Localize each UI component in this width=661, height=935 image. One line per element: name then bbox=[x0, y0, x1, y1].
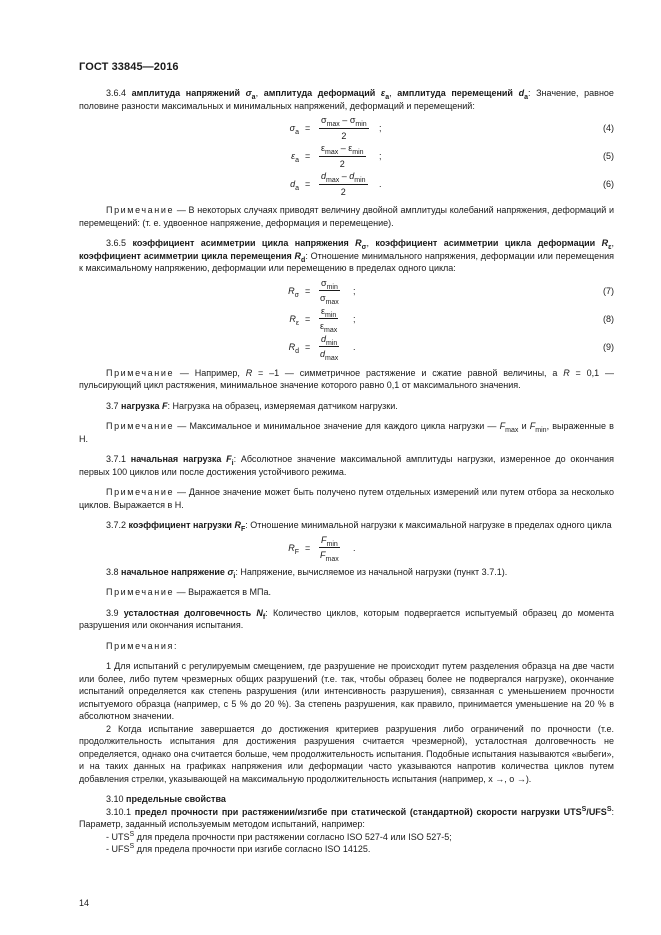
note-5: Примечание — Выражается в МПа. bbox=[106, 587, 271, 597]
section-3-7-2: 3.7.2 коэффициент нагрузки $R_F$: Отношение минимальной нагрузки к максимальной нагрузке в пределах одного цикла bbox=[106, 520, 612, 533]
note-4: Примечание — Данное значение может быть получено путем отдельных измерений или путем отбора за несколько циклов. Выражается в Н. bbox=[79, 487, 614, 510]
formula-9: $R_d$ = $d_{min}$ $d_{max}$ . (9) bbox=[288, 333, 614, 362]
list-item: - $UTS^S$ для предела прочности при растяжении согласно ISO 527-4 или ISO 527-5; bbox=[106, 830, 452, 842]
list-item: - $UFS^S$ для предела прочности при изгибе согласно ISO 14125. bbox=[106, 843, 371, 854]
note-2: Примечание — Например, R = –1 — симметричное растяжение и сжатие равной величины, а R = 0,1 — пульсирующий цикл растяжения, минимальное значение которого равно 0,1 от максимального значения. bbox=[79, 367, 614, 390]
note-3: Примечание — Максимальное и минимальное значение для каждого цикла нагрузки — $F_{max}$ и $F_{min}$, выраженные в Н. bbox=[79, 421, 614, 444]
section-3-7-1: 3.7.1 начальная нагрузка $F_i$: Абсолютное значение максимальной амплитуды нагрузки, измеренное до окончания первых 100 циклов или после достижения устойчивого режима. bbox=[79, 454, 614, 477]
formula-10: $R_F$ = $F_{min}$ $F_{max}$ . bbox=[288, 534, 356, 563]
section-3-9: 3.9 усталостная долговечность $N_f$: Количество циклов, которым подвергается испытуемый образец до момента разрушения или окончания испытания. bbox=[79, 607, 614, 630]
section-3-10-1: 3.10.1 предел прочности при растяжении/изгибе при статической (стандартной) скорости нагрузки $UTS^S/UFS^S$: Параметр, заданный используемым методом испытаний, например: bbox=[79, 805, 614, 829]
page-number: 14 bbox=[79, 898, 90, 908]
notes-label: Примечания: bbox=[106, 640, 179, 651]
formula-7: $R_\sigma$ = $\sigma_{min}$ $\sigma_{max}$ ; (7) bbox=[288, 277, 614, 306]
note-item-2: 2 Когда испытание завершается до достижения критериев разрушения либо ограничений по прочности (т.е. продолжительность испытания для достижения разрушения считается чрезмерной), усталостная долговечность не определяется, однако она считается больше, чем продолжительность испытания. Подобные испытания называются «выбеги», и на таких данных на графиках напряжения или деформации часто указываются напротив количества циклов путем добавления стрелки, указывающей на максимальную продолжительность испытания (например, x →, o →). bbox=[79, 723, 614, 784]
formula-5: $\varepsilon_a$ = $\varepsilon_{max} - \varepsilon_{min}$ 2 ; (5) bbox=[291, 143, 614, 169]
page-content bbox=[79, 87, 614, 856]
equation-number: (4) bbox=[603, 123, 614, 133]
section-3-7: 3.7 нагрузка F: Нагрузка на образец, измеряемая датчиком нагрузки. bbox=[106, 400, 398, 411]
formula-8: $R_\varepsilon$ = $\varepsilon_{min}$ $\varepsilon_{max}$ ; (8) bbox=[289, 305, 614, 334]
equation-number: (7) bbox=[603, 285, 614, 296]
equation-number: (9) bbox=[603, 341, 614, 352]
formula-6: $d_a$ = $d_{max} - d_{min}$ 2 . (6) bbox=[290, 171, 614, 197]
section-3-6-4: 3.6.4 амплитуда напряжений $\sigma_a$, амплитуда деформаций $\varepsilon_a$, амплитуда перемещений $d_a$: Значение, равное половине разности максимальных и минимальных напряжений, деформаций и перемещений: bbox=[79, 88, 614, 111]
formula-4: $\sigma_a$ = $\sigma_{max} - \sigma_{min}$ 2 ; (4) bbox=[289, 115, 614, 141]
document-header: ГОСТ 33845—2016 bbox=[79, 61, 179, 73]
section-3-10: 3.10 предельные свойства bbox=[106, 794, 226, 804]
note-1: Примечание — В некоторых случаях приводят величину двойной амплитуды колебаний напряжения, деформаций и перемещений: (т. е. удвоенное напряжение, деформация и перемещение). bbox=[79, 205, 614, 228]
equation-number: (5) bbox=[603, 151, 614, 161]
note-item-1: 1 Для испытаний с регулируемым смещением, где разрушение не происходит путем разделения образца на две части или более, либо путем чрезмерных общих разрушений (т.е. так, чтобы образец более не подвергался нагрузке), окончание испытаний определяется как степень разрушения (или интенсивность разрушения), связанная с уменьшением прочности испытуемого образца (например, с 5 % до 20 %). За степень разрушения, как правило, принимается уменьшение на 20 % в абсолютном значении. bbox=[79, 661, 614, 721]
section-3-6-5: 3.6.5 коэффициент асимметрии цикла напряжения $R_\sigma$, коэффициент асимметрии цикла деформации $R_\varepsilon$, коэффициент асимметрии цикла перемещения $R_d$: Отношение минимального напряжения, деформации или перемещения к максимальному напряжению, деформации или перемещению в пределах одного цикла: bbox=[79, 238, 614, 273]
equation-number: (8) bbox=[603, 313, 614, 324]
section-3-8: 3.8 начальное напряжение $\sigma_i$: Напряжение, вычисляемое из начальной нагрузки (пункт 3.7.1). bbox=[106, 566, 508, 580]
equation-number: (6) bbox=[603, 179, 614, 189]
